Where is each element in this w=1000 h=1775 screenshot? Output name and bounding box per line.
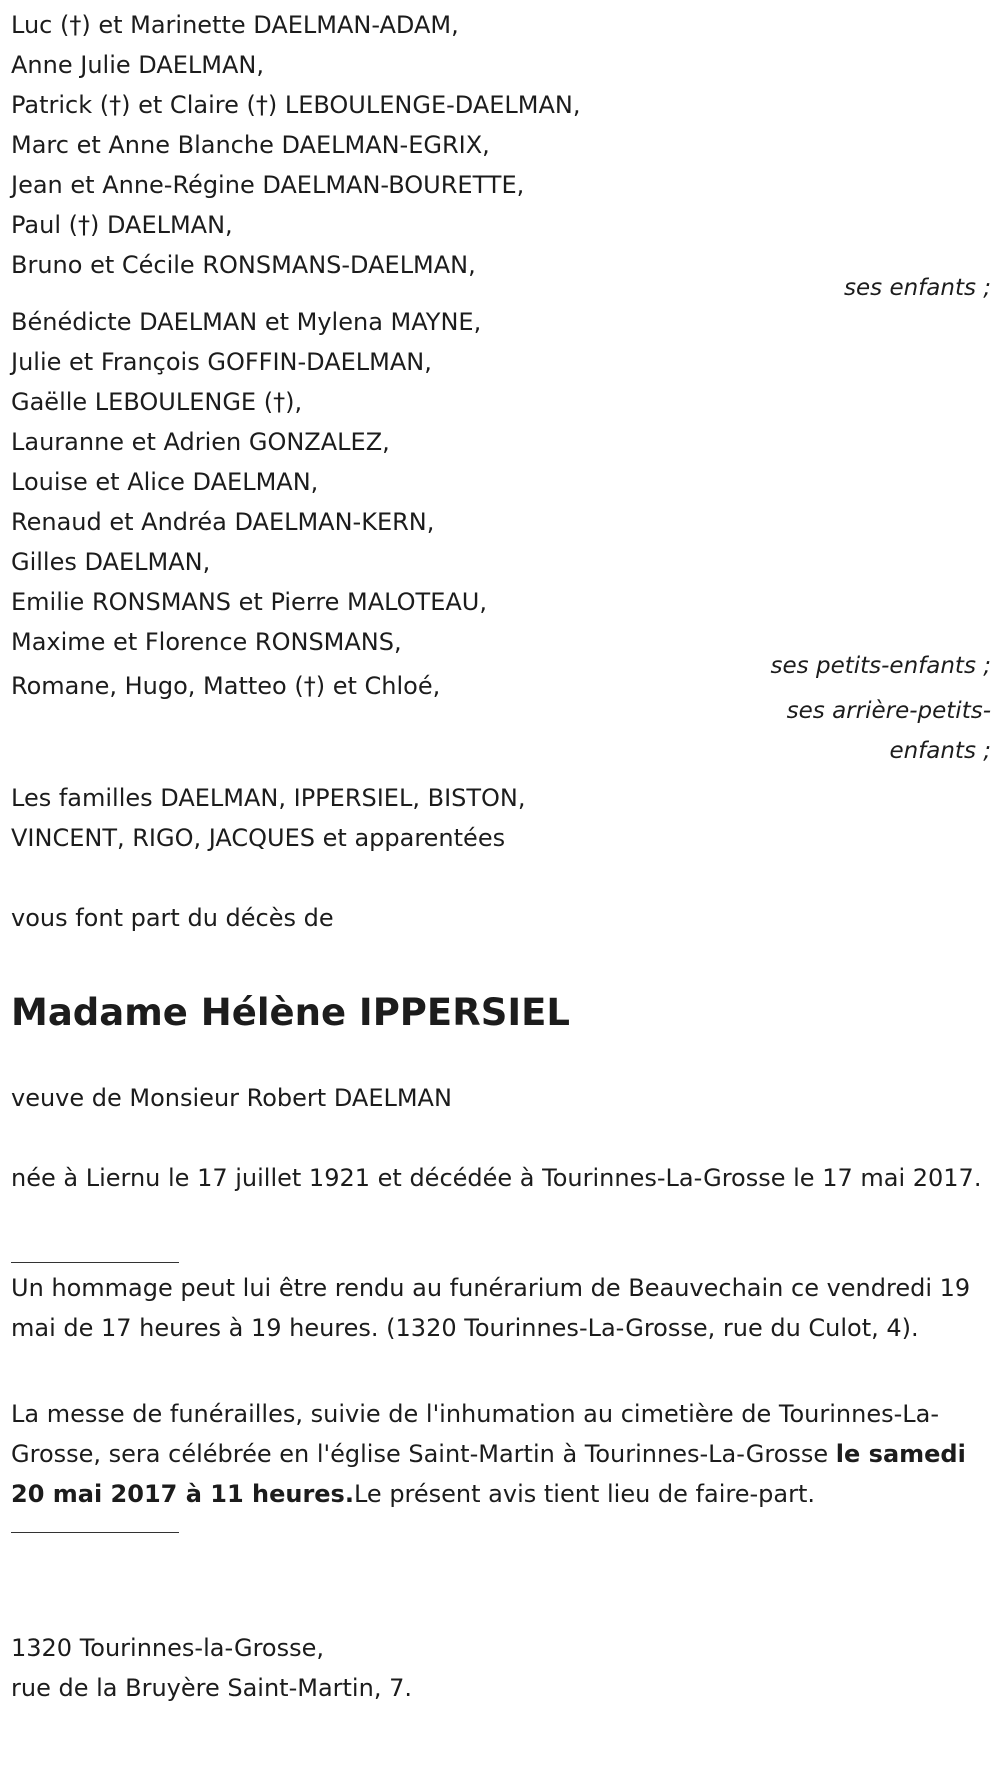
families-group [11,778,991,898]
grandchildren-role-label: ses petits-enfants ; [770,653,991,679]
funeral-group [11,1394,991,1554]
family-line: Gilles DAELMAN, [11,548,211,576]
families-line: Les familles DAELMAN, IPPERSIEL, BISTON, [11,784,526,812]
family-line: Luc (†) et Marinette DAELMAN-ADAM, [11,11,459,39]
funeral-text-end: Le présent avis tient lieu de faire-part. [353,1480,815,1508]
deceased-group [11,988,991,1078]
family-line: Romane, Hugo, Matteo (†) et Chloé, [11,672,441,700]
divider [11,1262,179,1263]
widow-of-text: veuve de Monsieur Robert DAELMAN [11,1084,452,1112]
family-line: Bénédicte DAELMAN et Mylena MAYNE, [11,308,482,336]
family-line: Julie et François GOFFIN-DAELMAN, [11,348,432,376]
birth-death-group [11,1158,991,1238]
widow-group [11,1078,991,1158]
announce-group [11,898,991,978]
family-line: Patrick (†) et Claire (†) LEBOULENGE-DAELMAN, [11,91,581,119]
family-line: Marc et Anne Blanche DAELMAN-EGRIX, [11,131,490,159]
tribute-text: Un hommage peut lui être rendu au funérarium de Beauvechain ce vendredi 19 mai de 17 heures à 19 heures. (1320 Tourinnes-La-Grosse, rue du Culot, 4). [11,1274,971,1342]
funeral-date: le samedi 20 mai 2017 à 11 heures. [11,1440,966,1508]
birth-death-text: née à Liernu le 17 juillet 1921 et décédée à Tourinnes-La-Grosse le 17 mai 2017. [11,1164,982,1192]
deceased-name: Madame Hélène IPPERSIEL [11,991,570,1034]
funeral-text-start: La messe de funérailles, suivie de l'inhumation au cimetière de Tourinnes-La-Grosse, sera célébrée en l'église Saint-Martin à Tourinnes-La-Grosse [11,1400,940,1468]
family-line: Jean et Anne-Régine DAELMAN-BOURETTE, [11,171,525,199]
family-line: Emilie RONSMANS et Pierre MALOTEAU, [11,588,487,616]
great-grandchildren-role-label-cont: enfants ; [889,738,991,764]
tribute-group [11,1268,991,1394]
family-line: Lauranne et Adrien GONZALEZ, [11,428,390,456]
divider [11,1532,179,1533]
funeral-text [11,1394,991,1514]
rule-group-2 [11,1532,991,1602]
grandchildren-group [11,302,991,679]
great-grandchildren-group [11,666,991,786]
families-line: VINCENT, RIGO, JACQUES et apparentées [11,824,506,852]
family-line: Maxime et Florence RONSMANS, [11,628,402,656]
great-grandchildren-role-label: ses arrière-petits- [786,698,991,724]
family-line: Renaud et Andréa DAELMAN-KERN, [11,508,435,536]
family-line: Anne Julie DAELMAN, [11,51,264,79]
family-line: Paul (†) DAELMAN, [11,211,233,239]
family-line: Gaëlle LEBOULENGE (†), [11,388,303,416]
family-line: Bruno et Cécile RONSMANS-DAELMAN, [11,251,476,279]
children-group [11,5,991,301]
announce-text: vous font part du décès de [11,904,334,932]
address-group [11,1628,991,1708]
address-line: 1320 Tourinnes-la-Grosse, [11,1634,325,1662]
children-role-label: ses enfants ; [844,275,991,301]
address-line: rue de la Bruyère Saint-Martin, 7. [11,1674,412,1702]
obituary-notice [11,0,991,1702]
family-line: Louise et Alice DAELMAN, [11,468,319,496]
